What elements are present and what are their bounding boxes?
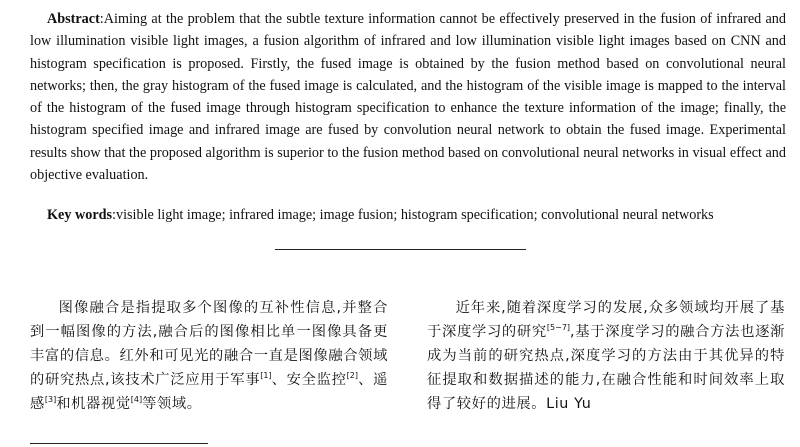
abstract-paragraph bbox=[30, 8, 786, 186]
section-divider bbox=[275, 249, 526, 250]
abstract-separator: : bbox=[99, 11, 104, 27]
keywords-line bbox=[47, 205, 787, 225]
body-left-text-5: 等领域。 bbox=[142, 396, 202, 412]
citation-ref-3[interactable]: [3] bbox=[44, 395, 57, 404]
body-left-text-2: 、安全监控 bbox=[271, 372, 347, 388]
body-right-text-2: ,基于深度学习的融合方法也逐渐成为当前的研究热点,深度学习的方法由于其优异的特征提取和数据描述的能力,在融合性能和时间效率上取得了较好的进展。Liu Yu bbox=[427, 324, 785, 412]
body-right-text-1: 近年来,随着深度学习的发展,众多领域均开展了基于深度学习的研究 bbox=[427, 300, 785, 340]
citation-ref-1[interactable]: [1] bbox=[260, 371, 272, 380]
citation-ref-2[interactable]: [2] bbox=[346, 371, 358, 380]
body-column-right bbox=[427, 296, 785, 416]
footnote-divider bbox=[30, 443, 208, 444]
body-column-left bbox=[30, 296, 388, 416]
citation-ref-4[interactable]: [4] bbox=[130, 395, 143, 404]
body-left-text-3: 、遥感 bbox=[30, 372, 388, 412]
body-left-text-1: 图像融合是指提取多个图像的互补性信息,并整合到一幅图像的方法,融合后的图像相比单一图像具备更丰富的信息。红外和可见光的融合一直是图像融合领域的研究热点,该技术广泛应用于军事 bbox=[30, 300, 388, 388]
keywords-label: Key words bbox=[47, 207, 113, 223]
abstract-label: Abstract bbox=[47, 11, 100, 27]
body-left-text-4: 和机器视觉 bbox=[56, 396, 131, 412]
citation-ref-5-7[interactable]: [5−7] bbox=[546, 323, 571, 332]
keywords-text: visible light image; infrared image; image fusion; histogram specification; convolutional neural networks bbox=[115, 207, 714, 223]
keywords-separator: : bbox=[112, 207, 116, 223]
abstract-text: Aiming at the problem that the subtle texture information cannot be effectively preserved in the fusion of infrared and low illumination visible light images, a fusion algorithm of infrared and low illumination visible light images based on CNN and histogram specification is proposed. Firstly, the fused image is obtained by the fusion method based on convolutional neural networks; then, the gray histogram of the fused image is calculated, and the histogram of the visible image is mapped to the interval of the histogram of the fused image through histogram specification to enhance the texture information of the image; finally, the histogram specified image and infrared image are fused by convolution neural network to obtain the fused image. Experimental results show that the proposed algorithm is superior to the fusion method based on convolutional neural networks in visual effect and objective evaluation. bbox=[30, 11, 786, 184]
